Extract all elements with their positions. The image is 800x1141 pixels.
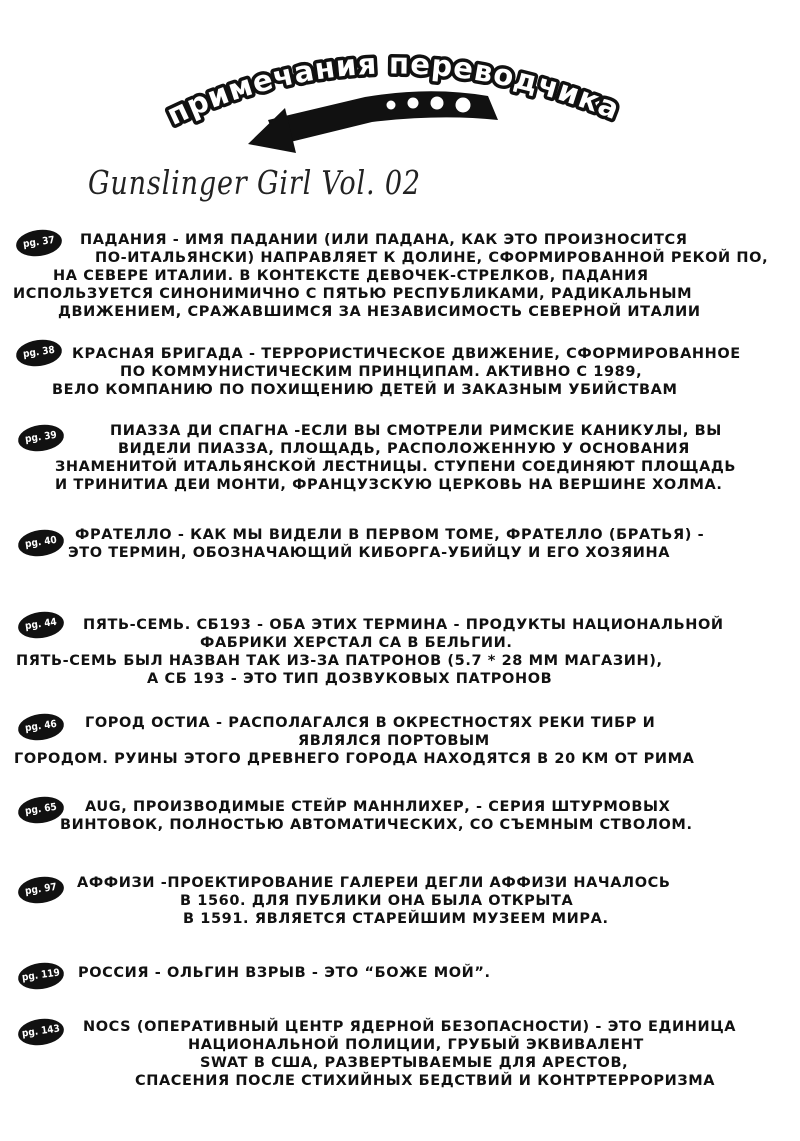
note-line: И ТРИНИТИА ДЕИ МОНТИ, ФРАНЦУЗСКУЮ ЦЕРКОВЬ НА ВЕРШИНЕ ХОЛМА. <box>55 477 723 493</box>
note-line: ЯВЛЯЛСЯ ПОРТОВЫМ <box>298 733 490 749</box>
note-line: ПЯТЬ-СЕМЬ БЫЛ НАЗВАН ТАК ИЗ-ЗА ПАТРОНОВ (5.7 * 28 ММ МАГАЗИН), <box>16 653 663 669</box>
page-badge: pg. 39 <box>16 422 65 454</box>
header-title: примечания переводчика <box>161 46 625 132</box>
note-line: ПАДАНИЯ - ИМЯ ПАДАНИИ (ИЛИ ПАДАНА, КАК ЭТО ПРОИЗНОСИТСЯ <box>80 232 688 248</box>
note-line: ПО КОММУНИСТИЧЕСКИМ ПРИНЦИПАМ. АКТИВНО С 1989, <box>120 364 643 380</box>
note-line: НАЦИОНАЛЬНОЙ ПОЛИЦИИ, ГРУБЫЙ ЭКВИВАЛЕНТ <box>188 1037 644 1053</box>
page-badge: pg. 40 <box>16 527 65 559</box>
note-line: SWAT В США, РАЗВЕРТЫВАЕМЫЕ ДЛЯ АРЕСТОВ, <box>200 1055 629 1071</box>
subtitle: Gunslinger Girl Vol. 02 <box>88 163 421 202</box>
page-badge: pg. 37 <box>14 227 63 259</box>
note-line: ПЯТЬ-СЕМЬ. CБ193 - ОБА ЭТИХ ТЕРМИНА - ПРОДУКТЫ НАЦИОНАЛЬНОЙ <box>83 617 724 633</box>
page-badge: pg. 65 <box>16 794 65 826</box>
note-line: ГОРОДОМ. РУИНЫ ЭТОГО ДРЕВНЕГО ГОРОДА НАХОДЯТСЯ В 20 КМ ОТ РИМА <box>14 751 695 767</box>
note-line: ВИДЕЛИ ПИАЗЗА, ПЛОЩАДЬ, РАСПОЛОЖЕННУЮ У ОСНОВАНИЯ <box>118 441 690 457</box>
page-badge: pg. 38 <box>14 337 63 369</box>
note-line: ФАБРИКИ ХЕРСТАЛ СА В БЕЛЬГИИ. <box>200 635 513 651</box>
note-line: NOCS (ОПЕРАТИВНЫЙ ЦЕНТР ЯДЕРНОЙ БЕЗОПАСНОСТИ) - ЭТО ЕДИНИЦА <box>83 1019 737 1035</box>
page-badge: pg. 119 <box>16 960 65 992</box>
note-line: ЗНАМЕНИТОЙ ИТАЛЬЯНСКОЙ ЛЕСТНИЦЫ. СТУПЕНИ СОЕДИНЯЮТ ПЛОЩАДЬ <box>55 459 737 475</box>
note-line: ГОРОД ОСТИА - РАСПОЛАГАЛСЯ В ОКРЕСТНОСТЯХ РЕКИ ТИБР И <box>85 715 656 731</box>
note-line: ПО-ИТАЛЬЯНСКИ) НАПРАВЛЯЕТ К ДОЛИНЕ, СФОРМИРОВАННОЙ РЕКОЙ ПО, <box>95 250 769 266</box>
note-line: ВИНТОВОК, ПОЛНОСТЬЮ АВТОМАТИЧЕСКИХ, СО СЪЕМНЫМ СТВОЛОМ. <box>60 817 693 833</box>
header <box>0 0 800 215</box>
note-line: А СБ 193 - ЭТО ТИП ДОЗВУКОВЫХ ПАТРОНОВ <box>147 671 553 687</box>
note-line: AUG, ПРОИЗВОДИМЫЕ СТЕЙР МАННЛИХЕР, - СЕРИЯ ШТУРМОВЫХ <box>85 799 671 815</box>
note-line: НА СЕВЕРЕ ИТАЛИИ. В КОНТЕКСТЕ ДЕВОЧЕК-СТРЕЛКОВ, ПАДАНИЯ <box>53 268 649 284</box>
page-badge: pg. 46 <box>16 711 65 743</box>
page-badge: pg. 44 <box>16 609 65 641</box>
arrow-left-icon <box>248 91 498 153</box>
note-line: РОССИЯ - ОЛЬГИН ВЗРЫВ - ЭТО “БОЖЕ МОЙ”. <box>78 965 491 981</box>
note-line: ФРАТЕЛЛО - КАК МЫ ВИДЕЛИ В ПЕРВОМ ТОМЕ, ФРАТЕЛЛО (БРАТЬЯ) - <box>75 527 705 543</box>
note-line: СПАСЕНИЯ ПОСЛЕ СТИХИЙНЫХ БЕДСТВИЙ И КОНТРТЕРРОРИЗМА <box>135 1073 716 1089</box>
note-line: КРАСНАЯ БРИГАДА - ТЕРРОРИСТИЧЕСКОЕ ДВИЖЕНИЕ, СФОРМИРОВАННОЕ <box>72 346 741 362</box>
note-line: ЭТО ТЕРМИН, ОБОЗНАЧАЮЩИЙ КИБОРГА-УБИЙЦУ И ЕГО ХОЗЯИНА <box>68 545 671 561</box>
note-line: ПИАЗЗА ДИ СПАГНА -ЕСЛИ ВЫ СМОТРЕЛИ РИМСКИЕ КАНИКУЛЫ, ВЫ <box>110 423 722 439</box>
note-line: ДВИЖЕНИЕМ, СРАЖАВШИМСЯ ЗА НЕЗАВИСИМОСТЬ СЕВЕРНОЙ ИТАЛИИ <box>58 304 701 320</box>
note-line: АФФИЗИ -ПРОЕКТИРОВАНИЕ ГАЛЕРЕИ ДЕГЛИ АФФИЗИ НАЧАЛОСЬ <box>77 875 671 891</box>
page-badge: pg. 97 <box>16 874 65 906</box>
note-line: В 1560. ДЛЯ ПУБЛИКИ ОНА БЫЛА ОТКРЫТА <box>180 893 574 909</box>
page-badge: pg. 143 <box>16 1016 65 1048</box>
note-line: ИСПОЛЬЗУЕТСЯ СИНОНИМИЧНО С ПЯТЬЮ РЕСПУБЛИКАМИ, РАДИКАЛЬНЫМ <box>13 286 693 302</box>
note-line: В 1591. ЯВЛЯЕТСЯ СТАРЕЙШИМ МУЗЕЕМ МИРА. <box>183 911 609 927</box>
note-line: ВЕЛО КОМПАНИЮ ПО ПОХИЩЕНИЮ ДЕТЕЙ И ЗАКАЗНЫМ УБИЙСТВАМ <box>52 382 678 398</box>
